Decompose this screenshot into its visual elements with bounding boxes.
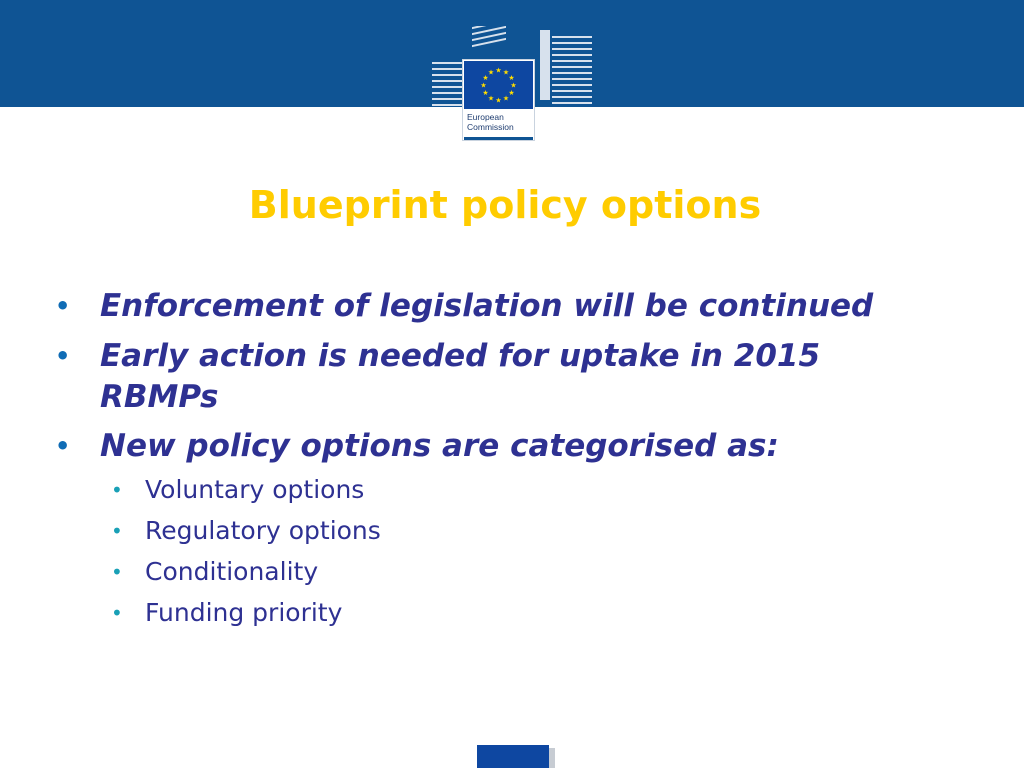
bullet-item [55, 335, 821, 377]
sub-bullet-marker: • [111, 478, 123, 502]
sub-bullet-item [111, 555, 319, 589]
eu-star-icon: ★ [508, 74, 515, 82]
bullet-text: Enforcement of legislation will be continued [100, 288, 874, 324]
bullet-marker: • [55, 342, 71, 370]
sub-bullet-item [111, 514, 381, 548]
footer-flag-icon [477, 745, 549, 768]
eu-star-icon: ★ [480, 81, 487, 90]
sub-bullet-marker: • [111, 560, 123, 584]
sub-bullet-marker: • [111, 519, 123, 543]
eu-star-icon: ★ [510, 81, 517, 90]
eu-star-icon: ★ [487, 68, 495, 77]
sub-bullet-text: Funding priority [145, 598, 343, 627]
bullet-item [55, 425, 779, 467]
slide-title: Blueprint policy options [248, 183, 762, 227]
bullet-marker: • [55, 292, 71, 320]
eu-star-icon: ★ [502, 94, 510, 103]
eu-star-icon: ★ [482, 89, 489, 97]
eu-star-icon: ★ [508, 89, 515, 97]
logo-org-name: European Commission [467, 112, 514, 132]
bullet-text: RBMPs [100, 379, 219, 415]
eu-star-icon: ★ [482, 74, 489, 82]
bullet-text: New policy options are categorised as: [100, 428, 779, 464]
sub-bullet-text: Regulatory options [145, 516, 381, 545]
bullet-text: Early action is needed for uptake in 2015 [100, 338, 821, 374]
eu-star-icon: ★ [502, 68, 510, 77]
footer-flag-shadow [549, 748, 555, 768]
eu-star-icon: ★ [487, 94, 495, 103]
bullet-marker: • [55, 432, 71, 460]
sub-bullet-item [111, 473, 365, 507]
bullet-item [55, 285, 874, 327]
eu-star-icon: ★ [495, 96, 502, 105]
eu-star-icon: ★ [495, 66, 502, 75]
sub-bullet-item [111, 596, 343, 630]
sub-bullet-text: Conditionality [145, 557, 319, 586]
bullet-item-continuation [100, 376, 218, 418]
sub-bullet-text: Voluntary options [145, 475, 365, 504]
sub-bullet-marker: • [111, 601, 123, 625]
